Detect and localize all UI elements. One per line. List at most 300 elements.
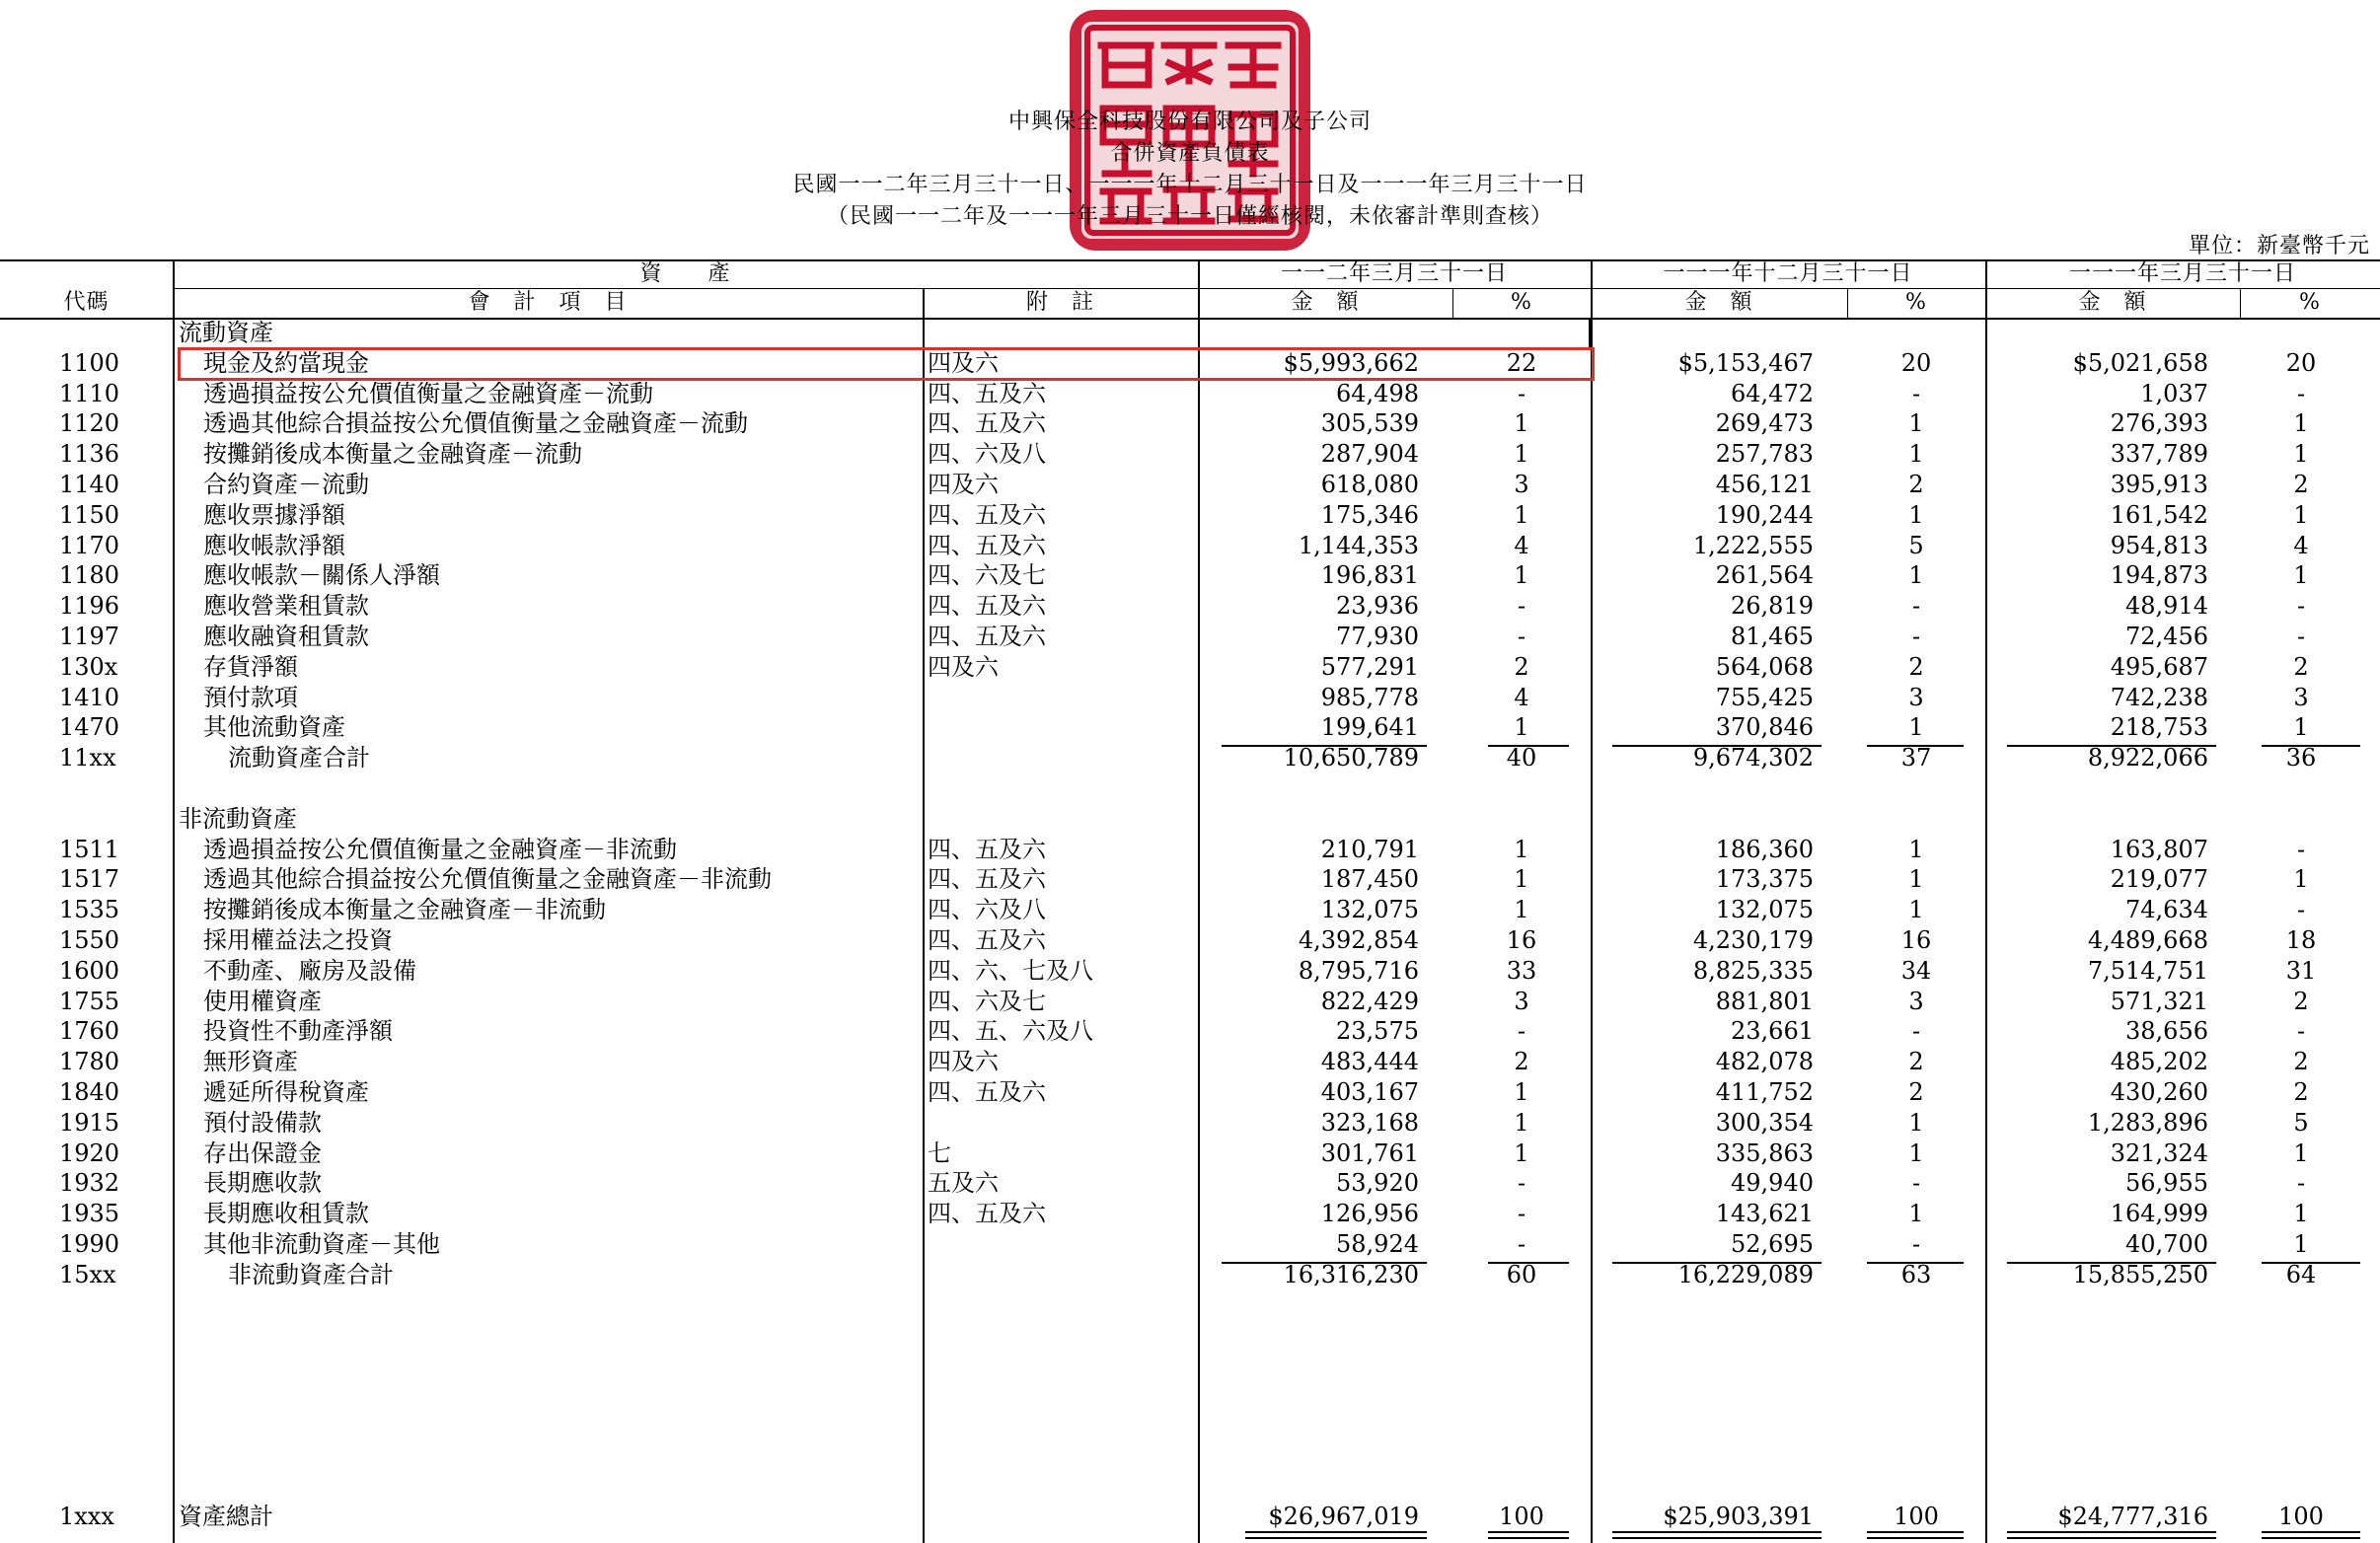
row-amount-p3: 742,238 — [2110, 684, 2208, 711]
row-amount-p1: 53,920 — [1336, 1169, 1419, 1197]
row-amount-p2: $5,153,467 — [1677, 349, 1814, 377]
item-header: 會 計 項 目 — [468, 290, 628, 315]
row-note: 四、六及七 — [928, 561, 1046, 589]
row-amount-p2: 1,222,555 — [1692, 532, 1814, 559]
row-amount-p2: 49,940 — [1731, 1169, 1814, 1197]
row-item: 預付設備款 — [203, 1109, 322, 1137]
row-pct-p3: 1 — [2293, 1200, 2309, 1227]
row-pct-p3: 36 — [2285, 744, 2317, 772]
total-item: 資產總計 — [179, 1503, 273, 1530]
row-amount-p1: 301,761 — [1320, 1139, 1419, 1167]
double-underline — [1245, 1531, 1427, 1539]
row-pct-p1: 4 — [1514, 684, 1529, 711]
row-amount-p2: 261,564 — [1715, 561, 1814, 589]
row-pct-p2: 1 — [1908, 836, 1924, 863]
row-pct-p3: 31 — [2285, 957, 2317, 985]
row-amount-p3: 1,037 — [2140, 380, 2208, 407]
row-code: 1100 — [59, 349, 120, 377]
row-code: 1136 — [59, 440, 120, 468]
row-amount-p2: 8,825,335 — [1692, 957, 1814, 985]
row-code: 1840 — [59, 1078, 120, 1106]
period3-header: 一一一年三月三十一日 — [2068, 261, 2296, 286]
row-amount-p2: 132,075 — [1715, 896, 1814, 923]
row-amount-p1: 210,791 — [1320, 836, 1419, 863]
row-code: 1535 — [59, 896, 120, 923]
row-amount-p1: 4,392,854 — [1298, 926, 1419, 954]
row-amount-p2: 190,244 — [1715, 501, 1814, 529]
row-note: 四、五及六 — [928, 623, 1046, 650]
row-pct-p2: 1 — [1908, 713, 1924, 741]
row-amount-p3: 571,321 — [2110, 988, 2208, 1015]
row-code: 1780 — [59, 1048, 120, 1075]
amount-header: 金 額 — [2078, 290, 2147, 315]
row-note: 四及六 — [928, 1048, 999, 1075]
row-amount-p2: 26,819 — [1731, 592, 1814, 620]
report-dates: 民國一一二年三月三十一日、一一一年十二月三十一日及一一一年三月三十一日 — [792, 173, 1588, 197]
row-amount-p2: 23,661 — [1731, 1017, 1814, 1045]
row-item: 使用權資產 — [203, 988, 322, 1015]
row-amount-p3: 321,324 — [2110, 1139, 2208, 1167]
row-note: 四及六 — [928, 653, 999, 681]
row-pct-p2: 1 — [1908, 561, 1924, 589]
row-note: 四、五及六 — [928, 926, 1046, 954]
row-pct-p3: 2 — [2293, 471, 2309, 498]
row-note: 四、六及八 — [928, 896, 1046, 923]
row-amount-p1: 577,291 — [1320, 653, 1419, 681]
row-pct-p2: 1 — [1908, 1200, 1924, 1227]
row-code: 15xx — [59, 1261, 116, 1288]
row-pct-p3: 1 — [2293, 713, 2309, 741]
amount-header: 金 額 — [1684, 290, 1753, 315]
row-pct-p3: 1 — [2293, 865, 2309, 893]
row-amount-p2: 4,230,179 — [1692, 926, 1814, 954]
row-code: 1470 — [59, 713, 120, 741]
row-pct-p3: 1 — [2293, 1230, 2309, 1258]
row-pct-p1: 1 — [1514, 1078, 1529, 1106]
row-note: 四、五及六 — [928, 501, 1046, 529]
row-pct-p2: 1 — [1908, 501, 1924, 529]
row-amount-p1: 64,498 — [1336, 380, 1419, 407]
row-pct-p2: 1 — [1908, 1139, 1924, 1167]
double-underline — [2262, 1531, 2360, 1539]
row-amount-p1: 1,144,353 — [1298, 532, 1419, 559]
row-amount-p2: 335,863 — [1715, 1139, 1814, 1167]
subtotal-underline — [1488, 745, 1569, 747]
col-divider — [173, 259, 175, 1543]
row-pct-p3: - — [2296, 896, 2306, 923]
pct-header: % — [2299, 290, 2321, 315]
total-pct-p1: 100 — [1499, 1503, 1544, 1530]
row-amount-p2: 173,375 — [1715, 865, 1814, 893]
row-amount-p2: 186,360 — [1715, 836, 1814, 863]
row-note: 四、五、六及八 — [928, 1017, 1093, 1045]
period1-header: 一一二年三月三十一日 — [1280, 261, 1508, 286]
row-amount-p2: 370,846 — [1715, 713, 1814, 741]
row-item: 存出保證金 — [203, 1139, 322, 1167]
row-pct-p2: 1 — [1908, 440, 1924, 468]
row-code: 1755 — [59, 988, 120, 1015]
row-pct-p2: 34 — [1900, 957, 1932, 985]
subtotal-underline — [1867, 745, 1964, 747]
pct-header: % — [1511, 290, 1532, 315]
row-pct-p1: 4 — [1514, 532, 1529, 559]
row-note: 四、五及六 — [928, 1078, 1046, 1106]
subtotal-underline — [2262, 1262, 2360, 1264]
row-note: 四、六及七 — [928, 988, 1046, 1015]
subtotal-underline — [1488, 1262, 1569, 1264]
row-amount-p1: 403,167 — [1320, 1078, 1419, 1106]
row-item: 應收帳款－關係人淨額 — [203, 561, 440, 589]
subtotal-underline — [2262, 745, 2360, 747]
row-item: 無形資產 — [203, 1048, 298, 1075]
row-amount-p2: 269,473 — [1715, 409, 1814, 437]
row-amount-p1: 323,168 — [1320, 1109, 1419, 1137]
row-note: 四及六 — [928, 471, 999, 498]
row-item: 長期應收款 — [203, 1169, 322, 1197]
row-amount-p2: 300,354 — [1715, 1109, 1814, 1137]
row-note: 四及六 — [928, 349, 999, 377]
row-pct-p3: 4 — [2293, 532, 2309, 559]
row-pct-p3: 2 — [2293, 1078, 2309, 1106]
row-amount-p2: 9,674,302 — [1692, 744, 1814, 772]
row-code: 1550 — [59, 926, 120, 954]
row-amount-p3: 72,456 — [2125, 623, 2208, 650]
row-pct-p2: - — [1911, 1017, 1921, 1045]
row-amount-p3: 219,077 — [2110, 865, 2208, 893]
row-item: 透過損益按公允價值衡量之金融資產－非流動 — [203, 836, 677, 863]
row-pct-p1: 3 — [1514, 471, 1529, 498]
double-underline — [1612, 1531, 1822, 1539]
row-amount-p2: 52,695 — [1731, 1230, 1814, 1258]
row-pct-p3: 1 — [2293, 561, 2309, 589]
row-pct-p3: 1 — [2293, 440, 2309, 468]
row-amount-p3: 56,955 — [2125, 1169, 2208, 1197]
row-pct-p1: - — [1517, 1017, 1526, 1045]
row-pct-p3: - — [2296, 623, 2306, 650]
row-pct-p3: - — [2296, 836, 2306, 863]
row-pct-p2: 2 — [1908, 1048, 1924, 1075]
col-divider — [1591, 259, 1593, 1543]
row-amount-p3: 276,393 — [2110, 409, 2208, 437]
row-amount-p3: 485,202 — [2110, 1048, 2208, 1075]
row-amount-p2: 881,801 — [1715, 988, 1814, 1015]
review-note: （民國一一二年及一一一年三月三十一日僅經核閱，未依審計準則查核） — [826, 204, 1553, 229]
row-pct-p3: 3 — [2293, 684, 2309, 711]
row-item: 非流動資產合計 — [228, 1261, 394, 1288]
row-code: 1915 — [59, 1109, 120, 1137]
double-underline — [1867, 1531, 1964, 1539]
row-amount-p3: 161,542 — [2110, 501, 2208, 529]
row-amount-p2: 456,121 — [1715, 471, 1814, 498]
row-pct-p2: 1 — [1908, 1109, 1924, 1137]
col-divider — [1589, 318, 1591, 347]
row-pct-p1: - — [1517, 1169, 1526, 1197]
row-pct-p3: 1 — [2293, 409, 2309, 437]
row-item: 現金及約當現金 — [203, 349, 369, 377]
row-amount-p1: 985,778 — [1320, 684, 1419, 711]
row-amount-p2: 564,068 — [1715, 653, 1814, 681]
row-pct-p3: 20 — [2285, 349, 2317, 377]
row-pct-p3: 2 — [2293, 1048, 2309, 1075]
row-pct-p2: - — [1911, 1230, 1921, 1258]
row-pct-p3: 2 — [2293, 653, 2309, 681]
row-pct-p3: 2 — [2293, 988, 2309, 1015]
row-pct-p1: 60 — [1506, 1261, 1537, 1288]
total-code: 1xxx — [59, 1503, 114, 1530]
row-note: 四、五及六 — [928, 836, 1046, 863]
row-pct-p1: 2 — [1514, 653, 1529, 681]
row-amount-p2: 755,425 — [1715, 684, 1814, 711]
row-code: 1196 — [59, 592, 120, 620]
row-note: 四、五及六 — [928, 409, 1046, 437]
row-pct-p3: 5 — [2293, 1109, 2309, 1137]
row-item: 按攤銷後成本衡量之金融資產－流動 — [203, 440, 582, 468]
row-code: 130x — [59, 653, 118, 681]
row-pct-p1: 1 — [1514, 409, 1529, 437]
row-amount-p3: 495,687 — [2110, 653, 2208, 681]
row-amount-p1: 132,075 — [1320, 896, 1419, 923]
row-amount-p1: $5,993,662 — [1283, 349, 1419, 377]
row-amount-p3: 15,855,250 — [2072, 1261, 2208, 1288]
row-pct-p3: 18 — [2285, 926, 2317, 954]
row-pct-p1: 3 — [1514, 988, 1529, 1015]
row-code: 1920 — [59, 1139, 120, 1167]
row-pct-p2: 2 — [1908, 1078, 1924, 1106]
row-pct-p2: - — [1911, 380, 1921, 407]
row-amount-p1: 305,539 — [1320, 409, 1419, 437]
total-amount-p2: $25,903,391 — [1663, 1503, 1814, 1530]
subtotal-underline — [2007, 1262, 2216, 1264]
row-item: 預付款項 — [203, 684, 298, 711]
row-amount-p1: 187,450 — [1320, 865, 1419, 893]
row-pct-p3: - — [2296, 1017, 2306, 1045]
row-pct-p3: 1 — [2293, 1139, 2309, 1167]
row-code: 1935 — [59, 1200, 120, 1227]
row-item: 透過其他綜合損益按公允價值衡量之金融資產－流動 — [203, 409, 748, 437]
row-pct-p1: 1 — [1514, 1139, 1529, 1167]
row-pct-p1: - — [1517, 380, 1526, 407]
col-divider — [1198, 259, 1200, 1543]
row-amount-p2: 81,465 — [1731, 623, 1814, 650]
row-amount-p3: 8,922,066 — [2087, 744, 2208, 772]
row-pct-p1: 1 — [1514, 440, 1529, 468]
row-code: 1600 — [59, 957, 120, 985]
row-pct-p3: - — [2296, 1169, 2306, 1197]
company-name: 中興保全科技股份有限公司及子公司 — [1007, 110, 1372, 134]
row-amount-p1: 126,956 — [1320, 1200, 1419, 1227]
row-code: 1120 — [59, 409, 120, 437]
row-item: 按攤銷後成本衡量之金融資產－非流動 — [203, 896, 606, 923]
row-pct-p1: 1 — [1514, 1109, 1529, 1137]
row-code: 11xx — [59, 744, 116, 772]
row-amount-p1: 287,904 — [1320, 440, 1419, 468]
row-note: 四、五及六 — [928, 592, 1046, 620]
row-amount-p3: 1,283,896 — [2087, 1109, 2208, 1137]
row-item: 透過損益按公允價值衡量之金融資產－流動 — [203, 380, 653, 407]
subtotal-underline — [1222, 1262, 1427, 1264]
row-item: 遞延所得稅資產 — [203, 1078, 369, 1106]
row-amount-p1: 8,795,716 — [1298, 957, 1419, 985]
highlight-box — [178, 347, 1595, 381]
row-pct-p1: 22 — [1506, 349, 1537, 377]
row-pct-p2: 2 — [1908, 653, 1924, 681]
row-code: 1410 — [59, 684, 120, 711]
row-amount-p3: 40,700 — [2125, 1230, 2208, 1258]
row-amount-p3: 395,913 — [2110, 471, 2208, 498]
amount-header: 金 額 — [1291, 290, 1360, 315]
row-amount-p1: 10,650,789 — [1283, 744, 1419, 772]
row-code: 1760 — [59, 1017, 120, 1045]
asset-group-header: 資 產 — [639, 261, 731, 286]
row-pct-p2: 63 — [1900, 1261, 1932, 1288]
currency-unit: 單位：新臺幣千元 — [2188, 234, 2370, 258]
row-amount-p1: 483,444 — [1320, 1048, 1419, 1075]
row-pct-p2: - — [1911, 1169, 1921, 1197]
row-amount-p3: 430,260 — [2110, 1078, 2208, 1106]
row-pct-p1: 1 — [1514, 561, 1529, 589]
row-amount-p1: 77,930 — [1336, 623, 1419, 650]
row-item: 投資性不動產淨額 — [203, 1017, 393, 1045]
total-amount-p3: $24,777,316 — [2057, 1503, 2208, 1530]
row-amount-p2: 482,078 — [1715, 1048, 1814, 1075]
row-amount-p3: $5,021,658 — [2072, 349, 2208, 377]
row-code: 1140 — [59, 471, 120, 498]
row-pct-p1: 1 — [1514, 501, 1529, 529]
report-title: 合併資產負債表 — [1110, 141, 1270, 166]
pct-header: % — [1905, 290, 1927, 315]
row-amount-p3: 38,656 — [2125, 1017, 2208, 1045]
row-amount-p2: 16,229,089 — [1677, 1261, 1814, 1288]
row-note: 四、五及六 — [928, 532, 1046, 559]
row-code: 1150 — [59, 501, 120, 529]
row-pct-p2: 3 — [1908, 988, 1924, 1015]
row-item: 不動產、廠房及設備 — [203, 957, 416, 985]
row-pct-p2: - — [1911, 623, 1921, 650]
row-pct-p1: - — [1517, 592, 1526, 620]
subtotal-underline — [1222, 745, 1427, 747]
row-item: 應收營業租賃款 — [203, 592, 369, 620]
row-amount-p1: 23,575 — [1336, 1017, 1419, 1045]
total-pct-p3: 100 — [2278, 1503, 2324, 1530]
row-item: 其他流動資產 — [203, 713, 345, 741]
row-item: 採用權益法之投資 — [203, 926, 393, 954]
row-amount-p1: 199,641 — [1320, 713, 1419, 741]
row-pct-p2: 3 — [1908, 684, 1924, 711]
row-amount-p2: 257,783 — [1715, 440, 1814, 468]
row-pct-p3: 64 — [2285, 1261, 2317, 1288]
row-amount-p3: 74,634 — [2125, 896, 2208, 923]
row-code: 1197 — [59, 623, 120, 650]
row-item: 應收融資租賃款 — [203, 623, 369, 650]
row-note: 四、五及六 — [928, 1200, 1046, 1227]
row-amount-p1: 822,429 — [1320, 988, 1419, 1015]
row-note: 五及六 — [928, 1169, 999, 1197]
period2-header: 一一一年十二月三十一日 — [1663, 261, 1913, 286]
row-amount-p3: 163,807 — [2110, 836, 2208, 863]
row-note: 四、六、七及八 — [928, 957, 1093, 985]
row-pct-p1: - — [1517, 1230, 1526, 1258]
row-note: 七 — [928, 1139, 951, 1167]
row-pct-p1: 40 — [1506, 744, 1537, 772]
row-amount-p3: 164,999 — [2110, 1200, 2208, 1227]
row-pct-p2: 20 — [1900, 349, 1932, 377]
row-note: 四、五及六 — [928, 865, 1046, 893]
subtotal-underline — [1867, 1262, 1964, 1264]
subtotal-underline — [1612, 1262, 1822, 1264]
row-pct-p2: 37 — [1900, 744, 1932, 772]
code-header: 代碼 — [63, 290, 110, 315]
row-pct-p1: 2 — [1514, 1048, 1529, 1075]
row-item: 流動資產 — [179, 319, 273, 346]
note-header: 附 註 — [1025, 290, 1094, 315]
total-pct-p2: 100 — [1894, 1503, 1939, 1530]
row-pct-p1: 33 — [1506, 957, 1537, 985]
row-amount-p1: 175,346 — [1320, 501, 1419, 529]
row-amount-p3: 194,873 — [2110, 561, 2208, 589]
row-amount-p1: 23,936 — [1336, 592, 1419, 620]
row-pct-p3: 1 — [2293, 501, 2309, 529]
row-amount-p1: 196,831 — [1320, 561, 1419, 589]
row-pct-p3: - — [2296, 592, 2306, 620]
total-amount-p1: $26,967,019 — [1268, 1503, 1419, 1530]
row-amount-p3: 954,813 — [2110, 532, 2208, 559]
row-pct-p1: 1 — [1514, 896, 1529, 923]
row-item: 應收帳款淨額 — [203, 532, 345, 559]
row-note: 四、五及六 — [928, 380, 1046, 407]
row-amount-p1: 58,924 — [1336, 1230, 1419, 1258]
row-item: 存貨淨額 — [203, 653, 298, 681]
row-item: 透過其他綜合損益按公允價值衡量之金融資產－非流動 — [203, 865, 772, 893]
row-amount-p3: 48,914 — [2125, 592, 2208, 620]
row-pct-p2: 2 — [1908, 471, 1924, 498]
row-amount-p3: 337,789 — [2110, 440, 2208, 468]
row-code: 1110 — [59, 380, 120, 407]
row-amount-p2: 143,621 — [1715, 1200, 1814, 1227]
row-pct-p2: - — [1911, 592, 1921, 620]
row-pct-p1: - — [1517, 623, 1526, 650]
row-code: 1170 — [59, 532, 120, 559]
row-pct-p2: 1 — [1908, 896, 1924, 923]
row-amount-p2: 64,472 — [1731, 380, 1814, 407]
double-underline — [2007, 1531, 2216, 1539]
row-item: 應收票據淨額 — [203, 501, 345, 529]
row-amount-p3: 218,753 — [2110, 713, 2208, 741]
double-underline — [1488, 1531, 1569, 1539]
row-code: 1990 — [59, 1230, 120, 1258]
row-pct-p3: - — [2296, 380, 2306, 407]
row-amount-p3: 4,489,668 — [2087, 926, 2208, 954]
row-code: 1180 — [59, 561, 120, 589]
row-item: 流動資產合計 — [228, 744, 370, 772]
row-item: 長期應收租賃款 — [203, 1200, 369, 1227]
row-pct-p2: 5 — [1908, 532, 1924, 559]
row-item: 其他非流動資產－其他 — [203, 1230, 440, 1258]
col-divider — [1985, 259, 1987, 1543]
row-pct-p2: 16 — [1900, 926, 1932, 954]
subtotal-underline — [1612, 745, 1822, 747]
row-pct-p1: 1 — [1514, 865, 1529, 893]
row-note: 四、六及八 — [928, 440, 1046, 468]
row-item: 合約資產－流動 — [203, 471, 369, 498]
row-pct-p1: 16 — [1506, 926, 1537, 954]
row-pct-p2: 1 — [1908, 865, 1924, 893]
row-amount-p2: 411,752 — [1715, 1078, 1814, 1106]
row-pct-p1: 1 — [1514, 713, 1529, 741]
row-code: 1517 — [59, 865, 120, 893]
row-code: 1511 — [59, 836, 120, 863]
row-amount-p1: 16,316,230 — [1283, 1261, 1419, 1288]
row-pct-p1: - — [1517, 1200, 1526, 1227]
